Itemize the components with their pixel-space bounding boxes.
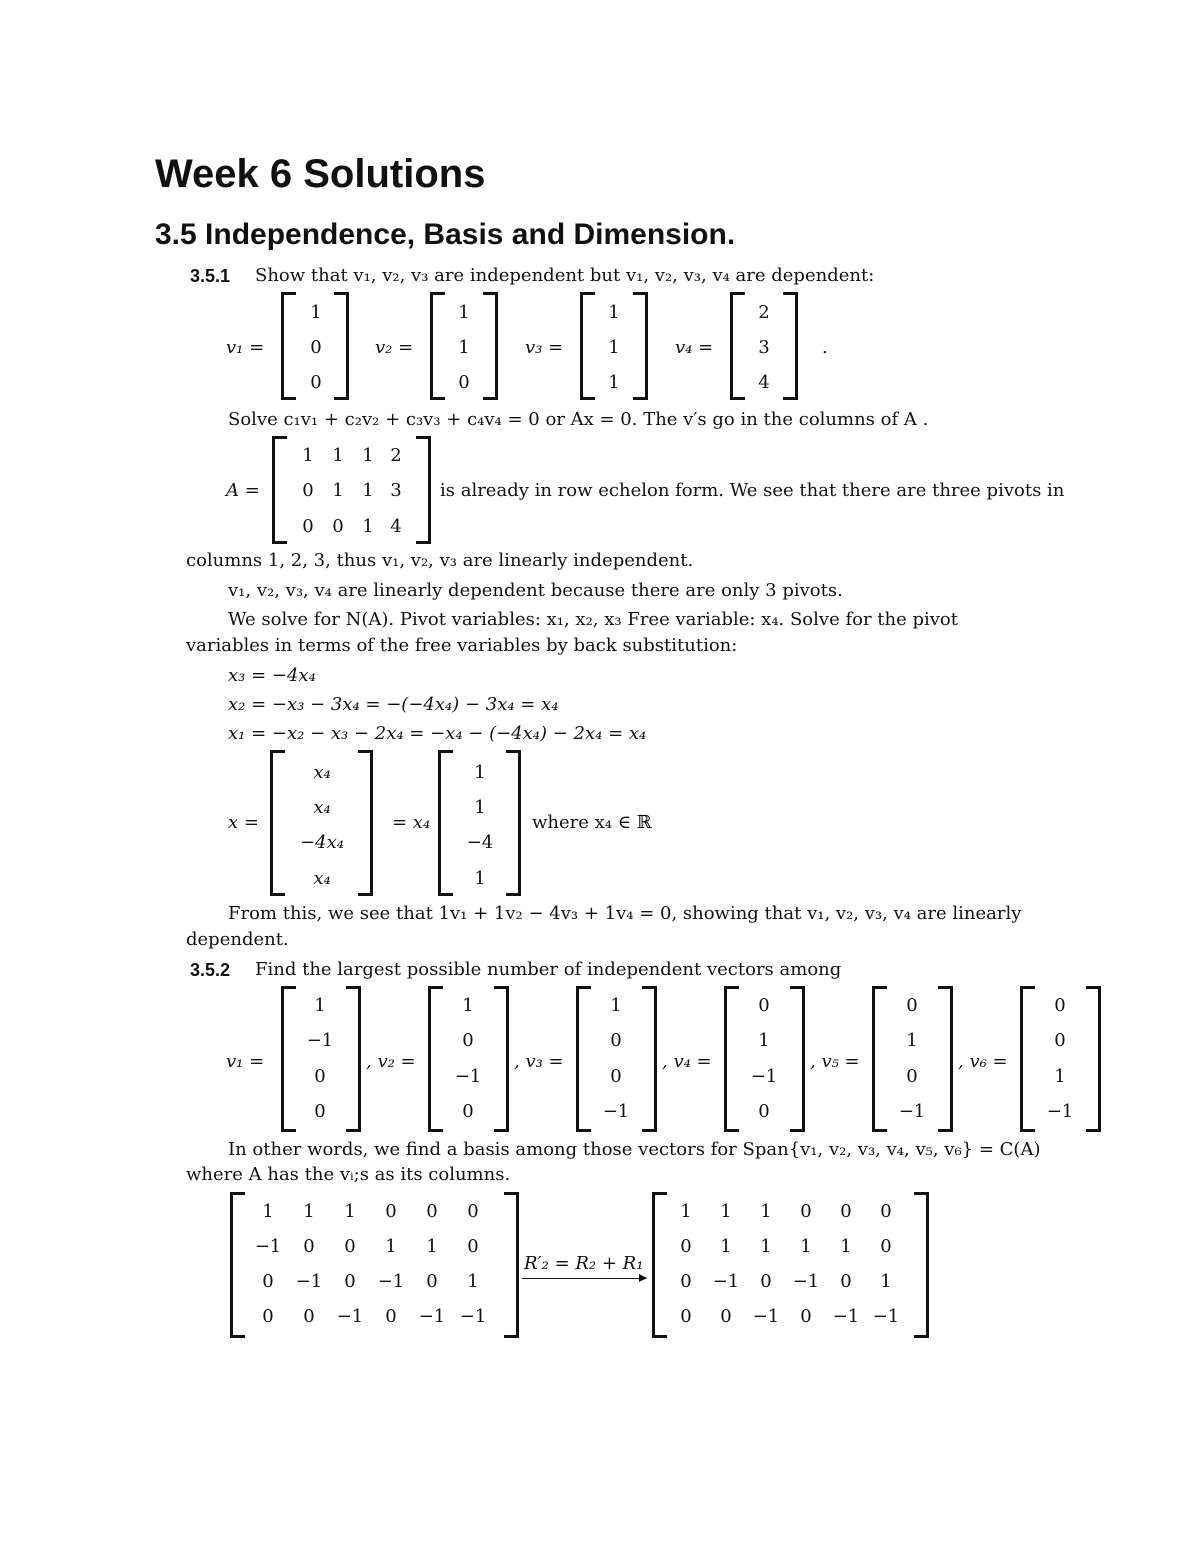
bracket-right <box>790 986 805 1132</box>
matrix-cell: 0 <box>720 1306 732 1327</box>
vector-entry: 1 <box>458 337 470 358</box>
vector-entry: 0 <box>906 995 918 1016</box>
bracket-right <box>642 986 657 1132</box>
vector-entry: 1 <box>610 995 622 1016</box>
vector-entry: 1 <box>608 372 620 393</box>
vector-entry: x₄ <box>313 868 331 889</box>
vector-label: , v₆ = <box>958 1051 1008 1072</box>
where-text: where x₄ ∈ ℝ <box>532 812 652 833</box>
vector-entry: 1 <box>310 302 322 323</box>
matrix-cell: 1 <box>720 1236 732 1257</box>
matrix-cell: −1 <box>418 1306 446 1327</box>
matrix-cell: −1 <box>295 1271 323 1292</box>
vector-label: v₁ = <box>226 1051 265 1072</box>
bracket-left <box>1020 986 1035 1132</box>
matrix-cell: 0 <box>467 1201 479 1222</box>
vector-label: x = <box>228 812 259 833</box>
vector-label: v₂ = <box>375 337 414 358</box>
vector-entry: x₄ <box>313 797 331 818</box>
vector-entry: 1 <box>314 995 326 1016</box>
vector-entry: 1 <box>474 762 486 783</box>
vector-entry: 1 <box>474 797 486 818</box>
problem-statement: Show that v₁, v₂, v₃ are independent but v₁, v₂, v₃, v₄ are dependent: <box>255 265 875 286</box>
vector-entry: 0 <box>1054 1030 1066 1051</box>
vector-label: v₁ = <box>226 337 265 358</box>
text-line: where A has the vᵢ;s as its columns. <box>186 1164 511 1185</box>
matrix-cell: −1 <box>377 1271 405 1292</box>
matrix-cell: 0 <box>302 516 314 537</box>
matrix-cell: 0 <box>800 1306 812 1327</box>
equation: x₁ = −x₂ − x₃ − 2x₄ = −x₄ − (−4x₄) − 2x₄ = x₄ <box>228 723 647 744</box>
text-line: variables in terms of the free variables by back substitution: <box>186 635 738 656</box>
matrix-cell: 0 <box>880 1236 892 1257</box>
matrix-cell: 0 <box>344 1236 356 1257</box>
text-line: In other words, we find a basis among those vectors for Span{v₁, v₂, v₃, v₄, v₅, v₆} = C(A) <box>228 1139 1041 1160</box>
bracket-right <box>1086 986 1101 1132</box>
matrix-cell: 1 <box>362 516 374 537</box>
problem-number: 3.5.2 <box>190 960 231 980</box>
vector-entry: −1 <box>1046 1101 1074 1122</box>
vector-entry: 0 <box>906 1066 918 1087</box>
matrix-cell: 0 <box>426 1201 438 1222</box>
matrix-cell: 1 <box>303 1201 315 1222</box>
bracket-right <box>914 1192 929 1338</box>
matrix-cell: −1 <box>752 1306 780 1327</box>
vector-entry: 0 <box>462 1030 474 1051</box>
bracket-right <box>938 986 953 1132</box>
bracket-left <box>281 986 296 1132</box>
matrix-cell: −1 <box>712 1271 740 1292</box>
vector-entry: 0 <box>610 1066 622 1087</box>
arrow-icon <box>522 1278 646 1279</box>
vector-entry: 0 <box>314 1066 326 1087</box>
matrix-cell: 0 <box>385 1306 397 1327</box>
matrix-cell: 0 <box>800 1201 812 1222</box>
matrix-cell: 0 <box>426 1271 438 1292</box>
bracket-right <box>504 1192 519 1338</box>
vector-entry: 1 <box>1054 1066 1066 1087</box>
vector-entry: 1 <box>758 1030 770 1051</box>
matrix-cell: 1 <box>800 1236 812 1257</box>
matrix-cell: 0 <box>840 1201 852 1222</box>
bracket-left <box>580 292 595 400</box>
vector-entry: 0 <box>314 1101 326 1122</box>
vector-entry: 0 <box>1054 995 1066 1016</box>
matrix-cell: 1 <box>332 445 344 466</box>
matrix-cell: 1 <box>426 1236 438 1257</box>
matrix-cell: 1 <box>680 1201 692 1222</box>
matrix-label: A = <box>226 480 260 501</box>
matrix-cell: −1 <box>459 1306 487 1327</box>
matrix-cell: 0 <box>680 1306 692 1327</box>
vector-entry: 0 <box>758 995 770 1016</box>
matrix-cell: 1 <box>385 1236 397 1257</box>
vector-label: , v₄ = <box>662 1051 712 1072</box>
row-operation: R′₂ = R₂ + R₁ <box>524 1253 644 1274</box>
matrix-cell: −1 <box>792 1271 820 1292</box>
text-line: dependent. <box>186 929 289 950</box>
problem-statement: Find the largest possible number of independent vectors among <box>255 959 842 980</box>
problem-number: 3.5.1 <box>190 266 231 286</box>
vector-entry: 0 <box>458 372 470 393</box>
vector-entry: 0 <box>310 337 322 358</box>
matrix-cell: 0 <box>385 1201 397 1222</box>
matrix-cell: 0 <box>760 1271 772 1292</box>
vector-entry: 4 <box>758 372 770 393</box>
matrix-cell: 0 <box>344 1271 356 1292</box>
matrix-cell: 4 <box>390 516 402 537</box>
vector-entry: 1 <box>608 302 620 323</box>
vector-label: v₃ = <box>525 337 564 358</box>
matrix-cell: 0 <box>302 480 314 501</box>
vector-label: v₄ = <box>675 337 714 358</box>
vector-entry: −1 <box>898 1101 926 1122</box>
matrix-cell: 1 <box>840 1236 852 1257</box>
text-line: columns 1, 2, 3, thus v₁, v₂, v₃ are linearly independent. <box>186 550 694 571</box>
bracket-right <box>334 292 349 400</box>
vector-entry: x₄ <box>313 762 331 783</box>
matrix-cell: 1 <box>344 1201 356 1222</box>
matrix-cell: 1 <box>467 1271 479 1292</box>
vector-entry: 1 <box>462 995 474 1016</box>
vector-entry: −4x₄ <box>300 832 344 853</box>
matrix-cell: 0 <box>303 1306 315 1327</box>
matrix-cell: 0 <box>467 1236 479 1257</box>
bracket-left <box>724 986 739 1132</box>
bracket-right <box>783 292 798 400</box>
bracket-left <box>281 292 296 400</box>
matrix-cell: 1 <box>760 1201 772 1222</box>
vector-entry: 1 <box>458 302 470 323</box>
bracket-left <box>430 292 445 400</box>
echelon-text: is already in row echelon form. We see that there are three pivots in <box>440 480 1065 501</box>
vector-entry: −1 <box>750 1066 778 1087</box>
matrix-cell: 1 <box>332 480 344 501</box>
text-line: We solve for N(A). Pivot variables: x₁, x₂, x₃ Free variable: x₄. Solve for the pivot <box>228 609 958 630</box>
bracket-right <box>633 292 648 400</box>
vector-label: , v₅ = <box>810 1051 860 1072</box>
matrix-cell: 1 <box>302 445 314 466</box>
bracket-left <box>428 986 443 1132</box>
vector-entry: −1 <box>602 1101 630 1122</box>
vector-entry: 1 <box>474 868 486 889</box>
matrix-cell: 3 <box>390 480 402 501</box>
matrix-cell: 1 <box>362 480 374 501</box>
matrix-cell: 0 <box>303 1236 315 1257</box>
matrix-cell: 1 <box>760 1236 772 1257</box>
matrix-cell: 0 <box>880 1201 892 1222</box>
matrix-cell: 0 <box>332 516 344 537</box>
vector-entry: 0 <box>310 372 322 393</box>
bracket-right <box>483 292 498 400</box>
bracket-left <box>730 292 745 400</box>
matrix-cell: −1 <box>872 1306 900 1327</box>
matrix-cell: 0 <box>840 1271 852 1292</box>
vector-entry: 0 <box>462 1101 474 1122</box>
bracket-right <box>346 986 361 1132</box>
matrix-cell: 2 <box>390 445 402 466</box>
matrix-cell: 0 <box>262 1306 274 1327</box>
vector-entry: 3 <box>758 337 770 358</box>
bracket-left <box>438 750 453 896</box>
text-line: From this, we see that 1v₁ + 1v₂ − 4v₃ + 1v₄ = 0, showing that v₁, v₂, v₃, v₄ are linearly <box>228 903 1022 924</box>
vector-entry: −1 <box>454 1066 482 1087</box>
vector-entry: 1 <box>608 337 620 358</box>
vector-entry: −1 <box>306 1030 334 1051</box>
vector-entry: 2 <box>758 302 770 323</box>
page-title: Week 6 Solutions <box>155 152 486 196</box>
bracket-left <box>272 436 287 544</box>
equation: x₃ = −4x₄ <box>228 665 316 686</box>
solve-line: Solve c₁v₁ + c₂v₂ + c₃v₃ + c₄v₄ = 0 or Ax = 0. The v′s go in the columns of A . <box>228 409 929 430</box>
text-line: v₁, v₂, v₃, v₄ are linearly dependent because there are only 3 pivots. <box>228 580 843 601</box>
bracket-right <box>494 986 509 1132</box>
bracket-left <box>230 1192 245 1338</box>
section-heading: 3.5 Independence, Basis and Dimension. <box>155 218 736 251</box>
vector-entry: 1 <box>906 1030 918 1051</box>
matrix-cell: 0 <box>680 1271 692 1292</box>
bracket-left <box>576 986 591 1132</box>
matrix-cell: −1 <box>336 1306 364 1327</box>
vector-entry: 0 <box>610 1030 622 1051</box>
matrix-cell: −1 <box>254 1236 282 1257</box>
matrix-cell: 0 <box>262 1271 274 1292</box>
bracket-right <box>506 750 521 896</box>
matrix-cell: 1 <box>880 1271 892 1292</box>
matrix-cell: 0 <box>680 1236 692 1257</box>
matrix-cell: 1 <box>720 1201 732 1222</box>
vector-entry: 0 <box>758 1101 770 1122</box>
equation: x₂ = −x₃ − 3x₄ = −(−4x₄) − 3x₄ = x₄ <box>228 694 559 715</box>
matrix-cell: −1 <box>832 1306 860 1327</box>
vector-label: , v₃ = <box>514 1051 564 1072</box>
vector-entry: −4 <box>466 832 494 853</box>
bracket-left <box>652 1192 667 1338</box>
period: . <box>822 337 828 358</box>
vector-label: , v₂ = <box>366 1051 416 1072</box>
matrix-cell: 1 <box>262 1201 274 1222</box>
scalar-x4: = x₄ <box>392 812 431 833</box>
matrix-cell: 1 <box>362 445 374 466</box>
bracket-right <box>416 436 431 544</box>
bracket-left <box>872 986 887 1132</box>
